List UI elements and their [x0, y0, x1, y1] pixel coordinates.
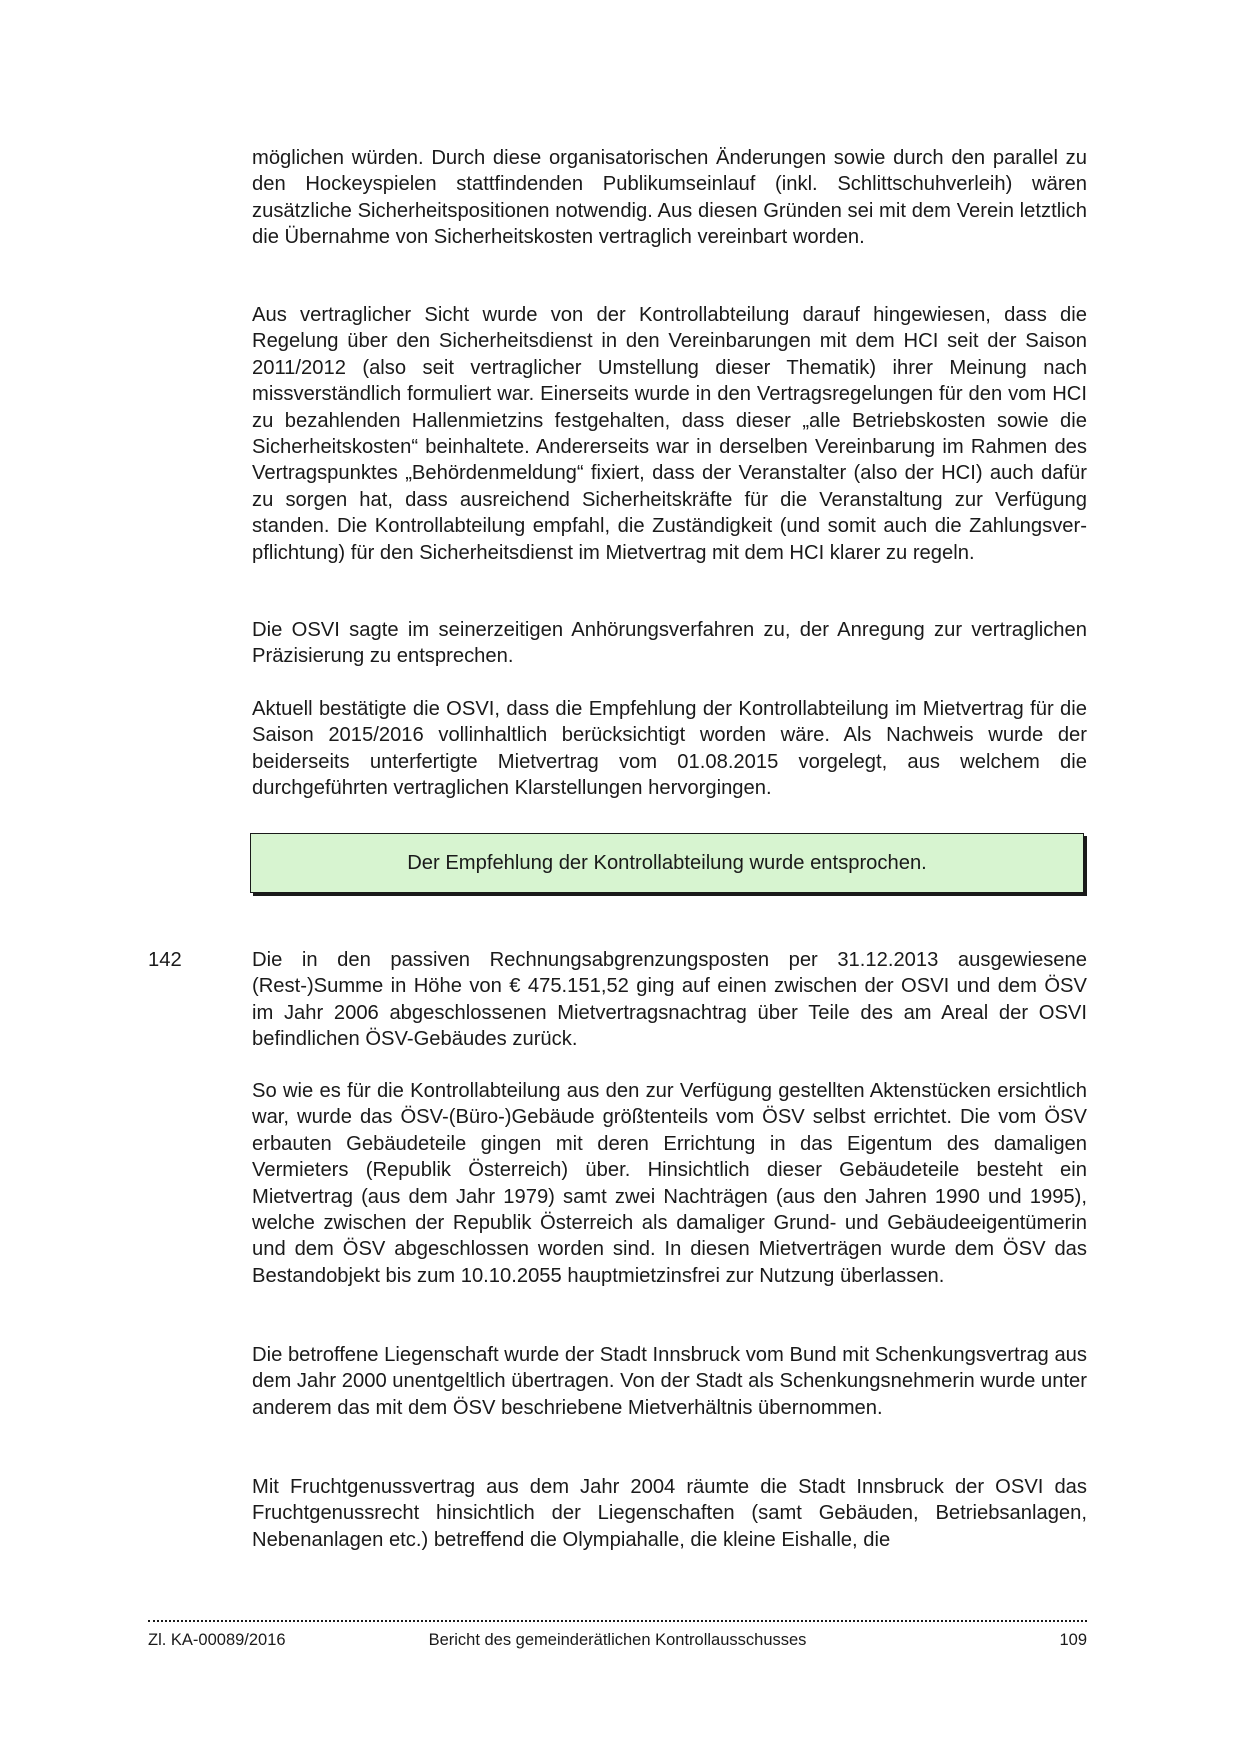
recommendation-status-box	[250, 833, 1084, 893]
paragraph-schenkungsvertrag: Die betroffene Liegenschaft wurde der Stadt Innsbruck vom Bund mit Schenkungsvertrag aus dem Jahr 2000 unentgeltlich übertragen. Von der Stadt als Schenkungsnehmerin wurde unter anderem das mit dem ÖSV beschriebene Mietverhältnis übernommen.	[252, 1344, 1087, 1419]
footer-report-title: Bericht des gemeinderätlichen Kontrollausschusses	[428, 1631, 807, 1649]
paragraph-osvi-bestaetigung: Aktuell bestätigte die OSVI, dass die Empfehlung der Kontrollabteilung im Mietvertrag für die Saison 2015/2016 vollinhaltlich berücksichtigt worden wäre. Als Nachweis wurde der beiderseits unterfertigte Mietvertrag vom 01.08.2015 vorgelegt, aus welchem die durchgeführten vertraglichen Klarstellungen hervorgingen.	[252, 698, 1087, 800]
footer-page-number: 109	[1059, 1631, 1087, 1649]
section-number: 142	[148, 949, 182, 971]
paragraph-vertragliche-sicht: Aus vertraglicher Sicht wurde von der Kontrollabteilung darauf hingewiesen, dass die Regelung über den Sicherheitsdienst in den Vereinbarungen mit dem HCI seit der Saison 2011/2012 (also seit vertraglicher Umstellung dieser Thematik) ihrer Meinung nach missverständlich formuliert war. Einerseits wurde in den Vertragsregelungen für den vom HCI zu bezahlenden Hallenmietzins festgehalten, dass dieser „alle Betriebskosten sowie die Sicherheitskosten“ beinhaltete. Andererseits war in derselben Vereinbarung im Rahmen des Vertragspunktes „Behördenmeldung“ fixiert, dass der Veranstalter (also der HCI) auch dafür zu sorgen hat, dass ausreichend Sicherheitskräfte für die Veranstaltung zur Verfügung standen. Die Kontrollabteilung empfahl, die Zuständigkeit (und somit auch die Zahlungsverpflichtung) für den Sicherheitsdienst im Mietvertrag mit dem HCI klarer zu regeln.	[252, 304, 1087, 564]
paragraph-fruchtgenussvertrag: Mit Fruchtgenussvertrag aus dem Jahr 2004 räumte die Stadt Innsbruck der OSVI das Fruchtgenussrecht hinsichtlich der Liegenschaften (samt Gebäuden, Betriebsanlagen, Nebenanlagen etc.) betreffend die Olympiahalle, die kleine Eishalle, die	[252, 1476, 1087, 1551]
recommendation-status-text: Der Empfehlung der Kontrollabteilung wurde entsprochen.	[407, 852, 927, 874]
paragraph-anhoerungsverfahren: Die OSVI sagte im seinerzeitigen Anhörungsverfahren zu, der Anregung zur vertraglichen Präzisierung zu entsprechen.	[252, 619, 1087, 668]
paragraph-sicherheitskosten: möglichen würden. Durch diese organisatorischen Änderungen sowie durch den parallel zu den Hockeyspielen stattfindenden Publikumseinlauf (inkl. Schlittschuhverleih) wären zusätzliche Sicherheitspositionen notwendig. Aus diesen Gründen sei mit dem Verein letztlich die Übernahme von Sicherheitskosten vertraglich vereinbart worden.	[252, 147, 1087, 249]
footer-reference: Zl. KA-00089/2016	[148, 1631, 286, 1649]
paragraph-rechnungsabgrenzung: Die in den passiven Rechnungsabgrenzungsposten per 31.12.2013 ausgewiesene (Rest-)Summe in Höhe von € 475.151,52 ging auf einen zwischen der OSVI und dem ÖSV im Jahr 2006 abgeschlossenen Mietvertragsnachtrag über Teile des am Areal der OSVI befindlichen ÖSV-Gebäudes zurück.	[252, 949, 1087, 1051]
paragraph-oesv-gebaeude: So wie es für die Kontrollabteilung aus den zur Verfügung gestellten Aktenstücken ersichtlich war, wurde das ÖSV-(Büro-)Gebäude größtenteils vom ÖSV selbst errichtet. Die vom ÖSV erbauten Gebäudeteile gingen mit deren Errichtung in das Eigentum des damaligen Vermieters (Republik Österreich) über. Hinsichtlich dieser Gebäudeteile besteht ein Mietvertrag (aus dem Jahr 1979) samt zwei Nachträgen (aus den Jahren 1990 und 1995), welche zwischen der Republik Österreich als damaliger Grund- und Gebäudeeigentümerin und dem ÖSV abgeschlossen worden sind. In diesen Mietverträgen wurde dem ÖSV das Bestandobjekt bis zum 10.10.2055 hauptmietzinsfrei zur Nutzung überlassen.	[252, 1080, 1087, 1287]
footer-divider	[148, 1620, 1087, 1622]
